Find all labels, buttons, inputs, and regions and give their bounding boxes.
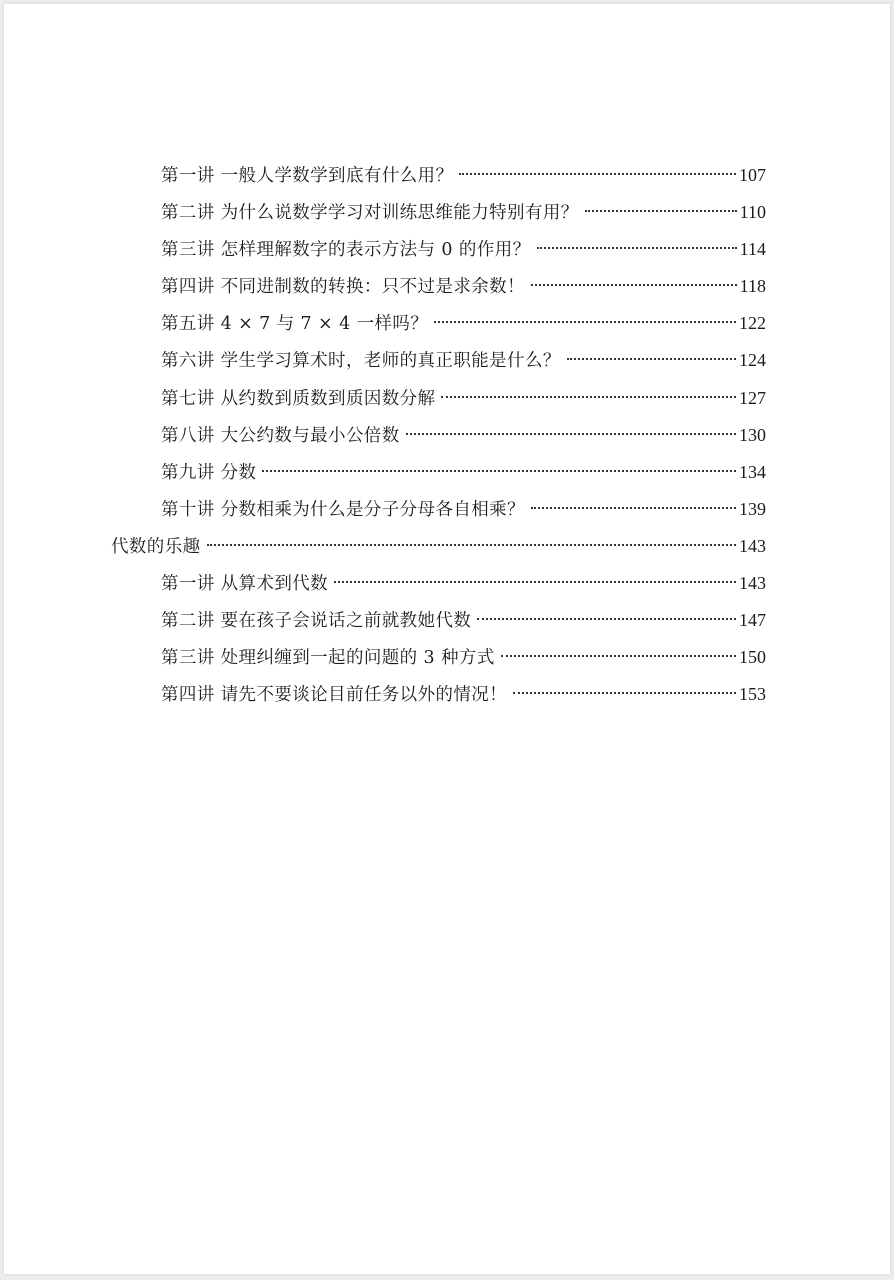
toc-entry-title: 第五讲 4 × 7 与 7 × 4 一样吗？ [161,314,429,335]
dot-leader [459,173,736,175]
toc-entry-title: 第二讲 要在孩子会说话之前就教她代数 [161,611,472,632]
toc-entry-title: 第九讲 分数 [161,462,257,483]
toc-entry-title: 第四讲 不同进制数的转换：只不过是求余数！ [161,277,525,298]
dot-leader [537,247,737,249]
dot-leader [207,544,737,546]
dot-leader [441,396,736,398]
toc-entry[interactable] [0,454,766,491]
toc-entry-title: 第六讲 学生学习算术时，老师的真正职能是什么？ [161,351,561,372]
dot-leader [567,358,736,360]
toc-entry-title: 第二讲 为什么说数学学习对训练思维能力特别有用？ [161,203,579,224]
toc-entry[interactable] [0,380,766,417]
dot-leader [262,470,736,472]
toc-entry[interactable] [0,268,766,305]
toc-entry-page: 130 [739,424,766,445]
toc-entry[interactable] [0,491,766,528]
dot-leader [501,655,736,657]
toc-entry[interactable] [0,639,766,676]
toc-entry-title: 第一讲 从算术到代数 [161,574,329,595]
toc-entry-title: 第七讲 从约数到质数到质因数分解 [161,388,436,409]
toc-entry-page: 118 [739,276,766,297]
toc-entry[interactable] [0,305,766,342]
toc-entry-page: 114 [739,239,766,260]
toc-entry-page: 107 [739,165,766,185]
dot-leader [406,433,736,435]
toc-section-entry[interactable] [0,528,766,565]
toc-entry[interactable] [0,565,766,602]
dot-leader [334,581,736,583]
toc-entry-page: 153 [739,684,766,705]
toc-entry[interactable] [0,676,766,713]
toc-entry[interactable] [0,157,766,194]
toc-entry-page: 143 [739,573,766,594]
dot-leader [531,284,737,286]
toc-entry-page: 143 [739,535,766,556]
toc-entry-page: 124 [739,350,766,371]
toc-entry-page: 139 [739,498,766,519]
toc-entry-title: 第三讲 处理纠缠到一起的问题的 3 种方式 [161,648,495,669]
dot-leader [585,210,737,212]
toc-entry-title: 第四讲 请先不要谈论目前任务以外的情况！ [161,685,508,706]
toc-entry-page: 110 [739,202,766,223]
toc-entry-page: 134 [739,461,766,482]
dot-leader [513,692,736,694]
table-of-contents [0,157,894,713]
toc-entry-title: 第十讲 分数相乘为什么是分子分母各自相乘？ [161,499,525,520]
toc-entry-page: 150 [739,647,766,668]
dot-leader [434,321,736,323]
toc-entry-title: 第三讲 怎样理解数字的表示方法与 0 的作用？ [161,240,531,261]
toc-entry[interactable] [0,342,766,379]
dot-leader [531,507,736,509]
toc-entry[interactable] [0,194,766,231]
toc-entry[interactable] [0,231,766,268]
toc-entry-page: 147 [739,610,766,631]
toc-entry-title: 第八讲 大公约数与最小公倍数 [161,425,400,446]
dot-leader [477,618,736,620]
toc-section-title: 代数的乐趣 [111,536,201,557]
toc-entry-page: 122 [739,313,766,334]
toc-entry-page: 127 [739,387,766,408]
toc-entry[interactable] [0,602,766,639]
toc-entry[interactable] [0,417,766,454]
toc-entry-title: 第一讲 一般人学数学到底有什么用？ [161,166,454,186]
